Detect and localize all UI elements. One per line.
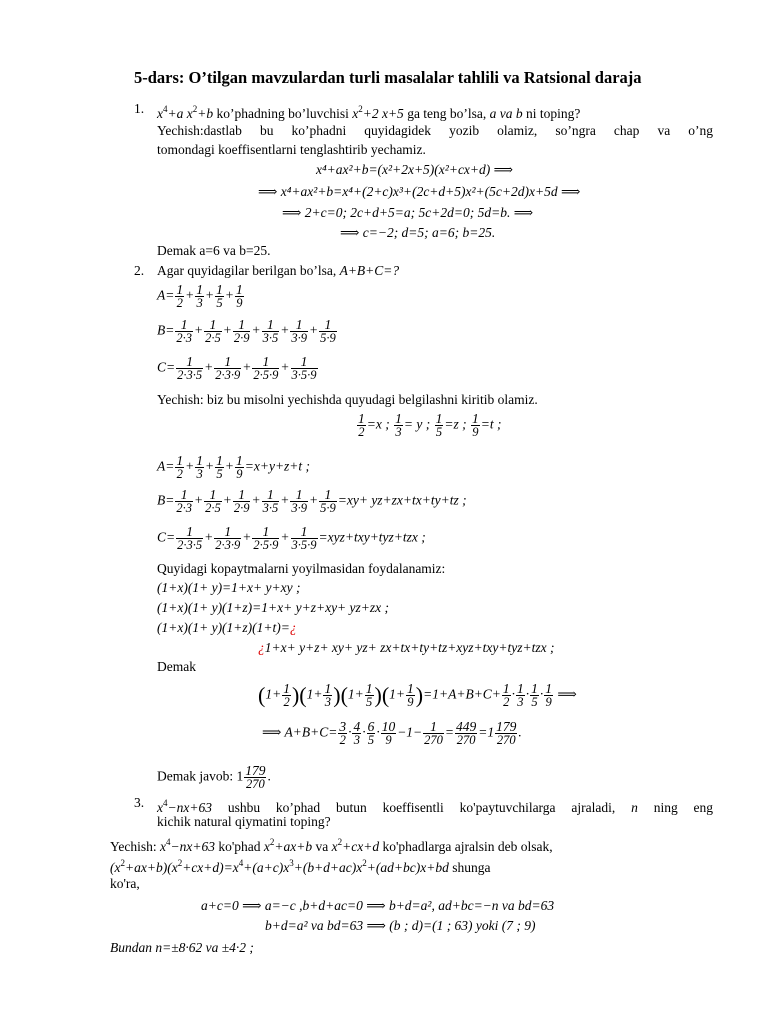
problem-3-statement: $x^4-nx+63$ ushbu ko’phad butun koeffisentli ko'paytuvchilarga ajraladi, n ning eng	[157, 798, 714, 815]
definition-C: C= $\frac{1}{2\cdot 3\cdot 5}$ + $\frac{1}{2\cdot 3\cdot 9}$ + $\frac{1}{2\cdot 5\cdot 9}$ + $\frac{1}{3\cdot 5\cdot 9}$	[157, 354, 317, 382]
problem-3-statement-cont: kichik natural qiymatini toping?	[157, 814, 331, 829]
problem-1-eq1: x⁴+ax²+b=(x²+2x+5)(x²+cx+d) ⟹	[316, 162, 514, 177]
expansion-2: (1+x)(1+ y)(1+z)=1+x+ y+z+xy+ yz+zx ;	[157, 600, 390, 615]
product-equation: (1+ $\frac{1}{2}$ )(1+ $\frac{1}{3}$ )(1+ $\frac{1}{5}$ )(1+ $\frac{1}{9}$ )=1+A+B+C+ $\frac{1}{2}$ · $\frac{1}{3}$ · $\frac{1}{5}$ · $\frac{1}{9}$ ⟹	[258, 681, 577, 709]
definition-B: B= $\frac{1}{2\cdot 3}$ + $\frac{1}{2\cdot 5}$ + $\frac{1}{2\cdot 9}$ + $\frac{1}{3\cdot 5}$ + $\frac{1}{3\cdot 9}$ + $\frac{1}{5\cdot 9}$	[157, 317, 336, 345]
expansion-3: (1+x)(1+ y)(1+z)(1+t)=¿	[157, 620, 297, 635]
A-substituted: A= $\frac{1}{2}$ + $\frac{1}{3}$ + $\frac{1}{5}$ + $\frac{1}{9}$ =x+y+z+t ;	[157, 453, 311, 481]
problem-1-number: 1.	[134, 101, 145, 116]
kora-label: ko'ra,	[110, 876, 140, 891]
problem-2-solution-intro: Yechish: biz bu misolni yechishda quyudagi belgilashni kiritib olamiz.	[157, 392, 538, 407]
problem-1-eq3: ⟹ 2+c=0; 2c+d+5=a; 5c+2d=0; 5d=b. ⟹	[282, 205, 534, 220]
page-title: 5-dars: O’tilgan mavzulardan turli masalalar tahlili va Ratsional daraja	[134, 68, 642, 87]
sum-equation: ⟹ A+B+C= $\frac{3}{2}$ · $\frac{4}{3}$ · $\frac{6}{5}$ · $\frac{10}{9}$ −1− $\frac{1}{270}$ = $\frac{449}{270}$ =1 $\frac{179}{270}$ .	[262, 719, 522, 747]
problem-3-eq5: a+c=0 ⟹ a=−c ,b+d+ac=0 ⟹ b+d=a², ad+bc=−n va bd=63	[201, 898, 555, 913]
expansion-1: (1+x)(1+ y)=1+x+ y+xy ;	[157, 580, 301, 595]
demak-label: Demak	[157, 659, 196, 674]
problem-3-number: 3.	[134, 795, 145, 810]
definition-A: A= $\frac{1}{2}$ + $\frac{1}{3}$ + $\frac{1}{5}$ + $\frac{1}{9}$	[157, 282, 243, 310]
problem-2-number: 2.	[134, 263, 145, 278]
problem-1-statement: $x^4+a$ $x^2+b$ ko’phadning bo’luvchisi $x^2+2$ x+5 ga teng bo’lsa, a va b ni toping?	[157, 104, 581, 121]
substitution-line: $\frac{1}{2}$ =x ; $\frac{1}{3}$ = y ; $\frac{1}{5}$ =z ; $\frac{1}{9}$ =t ;	[358, 411, 502, 439]
expansion-3-continued: ¿1+x+ y+z+ xy+ yz+ zx+tx+ty+tz+xyz+txy+tyz+tzx ;	[258, 640, 555, 655]
problem-2-statement: Agar quyidagilar berilgan bo’lsa, A+B+C=?	[157, 263, 400, 278]
problem-2-answer: Demak javob: 1 $\frac{179}{270}$ .	[157, 763, 271, 791]
problem-3-eq6: b+d=a² va bd=63 ⟹ (b ; d)=(1 ; 63) yoki (7 ; 9)	[265, 918, 536, 933]
problem-1-eq2: ⟹ x⁴+ax²+b=x⁴+(2+c)x³+(2c+d+5)x²+(5c+2d)x+5d ⟹	[258, 184, 581, 199]
problem-1-eq4: ⟹ c=−2; d=5; a=6; b=25.	[340, 225, 496, 240]
C-substituted: C= $\frac{1}{2\cdot 3\cdot 5}$ + $\frac{1}{2\cdot 3\cdot 9}$ + $\frac{1}{2\cdot 5\cdot 9}$ + $\frac{1}{3\cdot 5\cdot 9}$ =xyz+txy+tyz+tzx ;	[157, 524, 426, 552]
problem-3-product-expansion: $(x^2+ax+b)(x^2+cx+d)=x^4+(a+c)x^3+(b+d+ac)x^2+(ad+bc)x+bd$ shunga	[110, 858, 491, 875]
problem-1-solution-line1: Yechish:dastlab bu ko’phadni quyidagidek yozib olamiz, so’ngra chap va o’ng	[157, 123, 713, 138]
problem-3-solution-line1: Yechish: $x^4-nx+63$ ko'phad $x^2+ax+b$ va $x^2+cx+d$ ko'phadlarga ajralsin deb olsak,	[110, 837, 553, 854]
expansion-intro: Quyidagi kopaytmalarni yoyilmasidan foydalanamiz:	[157, 561, 446, 576]
problem-1-answer: Demak a=6 va b=25.	[157, 243, 271, 258]
problem-1-solution-line2: tomondagi koeffisentlarni tenglashtirib yechamiz.	[157, 142, 426, 157]
problem-3-result: Bundan n=±8·62 va ±4·2 ;	[110, 940, 254, 955]
B-substituted: B= $\frac{1}{2\cdot 3}$ + $\frac{1}{2\cdot 5}$ + $\frac{1}{2\cdot 9}$ + $\frac{1}{3\cdot 5}$ + $\frac{1}{3\cdot 9}$ + $\frac{1}{5\cdot 9}$ =xy+ yz+zx+tx+ty+tz ;	[157, 487, 467, 515]
